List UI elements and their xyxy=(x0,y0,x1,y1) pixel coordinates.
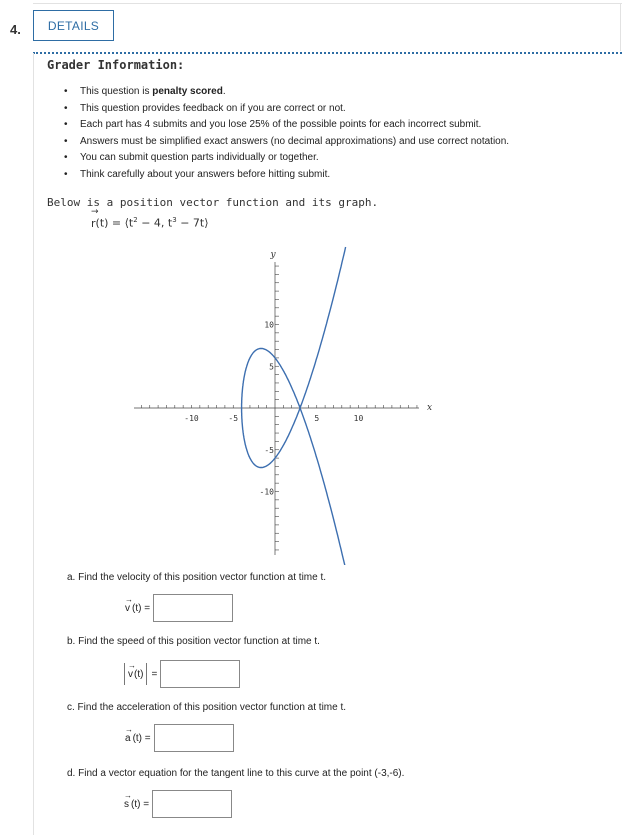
speed-input[interactable] xyxy=(160,660,240,688)
parametric-curve xyxy=(242,247,347,565)
x-tick-label: -10 xyxy=(184,414,199,423)
part-a-answer-row: → v (t) = xyxy=(125,594,233,622)
y-tick-label: 5 xyxy=(269,362,274,372)
details-button[interactable]: DETAILS xyxy=(33,10,114,41)
tangent-line-label: → s xyxy=(124,790,132,810)
velocity-label: → v xyxy=(125,594,133,614)
grader-title: Grader Information: xyxy=(47,58,185,72)
part-c-prompt: c. Find the acceleration of this position vector function at time t. xyxy=(67,702,347,713)
problem-intro: Below is a position vector function and its graph. xyxy=(47,196,379,209)
rule-item: • Answers must be simplified exact answers (no decimal approximations) and use correct notation. xyxy=(62,134,509,151)
part-d-prompt: d. Find a vector equation for the tangent line to this curve at the point (-3,-6). xyxy=(67,768,405,779)
part-b-prompt: b. Find the speed of this position vector function at time t. xyxy=(67,636,320,647)
part-b-answer-row: → v (t) = xyxy=(124,660,240,688)
question-number: 4. xyxy=(10,22,21,37)
rule-item: • You can submit question parts individually or together. xyxy=(62,150,509,167)
vector-r: → r xyxy=(91,217,96,230)
rule-item: • Each part has 4 submits and you lose 25% of the possible points for each incorrect submit. xyxy=(62,117,509,134)
rule-item: • Think carefully about your answers before hitting submit. xyxy=(62,167,509,184)
speed-label: → v (t) xyxy=(124,663,147,685)
x-tick-label: 10 xyxy=(353,414,364,423)
x-axis-label: x xyxy=(427,403,433,413)
part-c-answer-row: → a (t) = xyxy=(125,724,234,752)
graph-axes xyxy=(134,262,419,555)
content-left-border xyxy=(33,53,34,835)
y-tick-label: -5 xyxy=(264,445,274,455)
rule-item: • This question provides feedback on if you are correct or not. xyxy=(62,101,509,118)
velocity-input[interactable] xyxy=(153,594,233,622)
acceleration-label: → a xyxy=(125,724,133,744)
y-axis-label: y xyxy=(270,250,276,260)
question-right-border xyxy=(620,3,621,51)
question-top-border xyxy=(33,3,622,4)
position-curve-graph xyxy=(125,245,445,565)
rule-item: • This question is penalty scored. xyxy=(62,84,509,101)
x-tick-label: -5 xyxy=(228,414,239,423)
x-tick-label: 5 xyxy=(314,414,320,423)
tangent-line-input[interactable] xyxy=(152,790,232,818)
part-a-prompt: a. Find the velocity of this position vector function at time t. xyxy=(67,572,327,583)
graph-labels xyxy=(184,250,432,497)
y-tick-label: 10 xyxy=(264,320,274,330)
y-tick-label: -10 xyxy=(259,487,274,497)
grader-rules-list xyxy=(62,84,509,184)
header-divider xyxy=(33,52,622,54)
acceleration-input[interactable] xyxy=(154,724,234,752)
part-d-answer-row: → s (t) = xyxy=(124,790,232,818)
position-function: → $r(t) = ⟨t^2 - 4$, $t^3$ − 7t⟩ xyxy=(91,216,209,230)
